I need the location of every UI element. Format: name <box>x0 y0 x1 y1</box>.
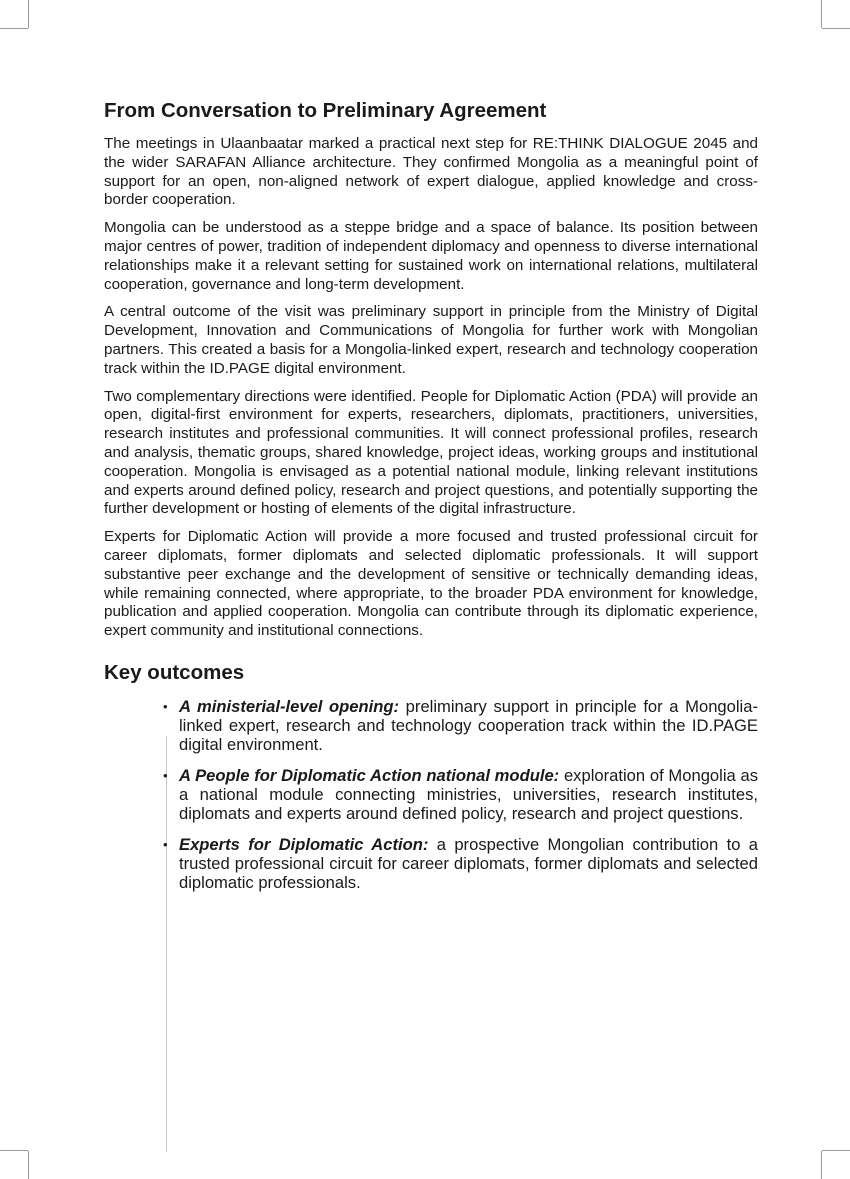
paragraph: Experts for Diplomatic Action will provide a more focused and trusted professional circuit for career diplomats, former diplomats and selected diplomatic professionals. It will support substantive peer exchange and the development of sensitive or technically demanding ideas, while remaining connected, where appropriate, to the broader PDA environment for knowledge, publication and applied cooperation. Mongolia can contribute through its diplomatic experience, expert community and institutional connections. <box>104 528 758 640</box>
outcome-text: exploration of Mongolia as a national module connecting ministries, universities, research institutes, diplomats and experts around defined policy, research and project questions. <box>179 765 758 823</box>
crop-mark <box>28 1151 29 1179</box>
bullet-icon: • <box>163 767 168 783</box>
page-content <box>104 98 758 904</box>
outcome-text: a prospective Mongolian contribution to a trusted professional circuit for career diplomats, former diplomats and selected diplomatic professionals. <box>179 834 759 892</box>
crop-mark <box>822 28 850 29</box>
bullet-icon: • <box>163 836 168 852</box>
outcome-item <box>163 834 759 892</box>
paragraph: Two complementary directions were identified. People for Diplomatic Action (PDA) will provide an open, digital-first environment for experts, researchers, diplomats, practitioners, universities, research institutes and professional communities. It will connect professional profiles, research and analysis, thematic groups, shared knowledge, project ideas, working groups and institutional cooperation. Mongolia is envisaged as a potential national module, linking relevant institutions and experts around defined policy, research and project questions, and potentially supporting the further development or hosting of elements of the digital infrastructure. <box>104 387 758 518</box>
crop-mark <box>821 1151 822 1179</box>
bullet-icon: • <box>163 698 168 714</box>
outcomes-title: Key outcomes <box>104 660 245 684</box>
crop-mark <box>821 0 822 28</box>
paragraph: A central outcome of the visit was preliminary support in principle from the Ministry of Digital Development, Innovation and Communications of Mongolia for further work with Mongolian partners. This created a basis for a Mongolia-linked expert, research and technology cooperation track within the ID.PAGE digital environment. <box>104 303 758 377</box>
section-title: From Conversation to Preliminary Agreement <box>104 99 547 122</box>
outcome-lead: Experts for Diplomatic Action: <box>179 834 429 854</box>
crop-mark <box>28 0 29 28</box>
crop-mark <box>0 28 28 29</box>
paragraph: The meetings in Ulaanbaatar marked a practical next step for RE:THINK DIALOGUE 2045 and the wider SARAFAN Alliance architecture. They confirmed Mongolia as a meaningful point of support for an open, non-aligned network of expert dialogue, applied knowledge and cross-border cooperation. <box>104 135 758 209</box>
crop-mark <box>822 1150 850 1151</box>
outcome-text: preliminary support in principle for a Mongolia-linked expert, research and technology cooperation track within the ID.PAGE digital environment. <box>179 696 759 754</box>
outcome-lead: A ministerial-level opening: <box>179 696 400 716</box>
crop-mark <box>0 1150 28 1151</box>
paragraph: Mongolia can be understood as a steppe bridge and a space of balance. Its position between major centres of power, tradition of independent diplomacy and openness to diverse international relationships make it a relevant setting for sustained work on international relations, multilateral cooperation, governance and long-term development. <box>104 219 758 293</box>
outcome-item <box>163 765 758 823</box>
outcome-lead: A People for Diplomatic Action national module: <box>179 765 560 785</box>
outcome-item <box>163 696 759 754</box>
outcomes-list <box>104 697 758 892</box>
